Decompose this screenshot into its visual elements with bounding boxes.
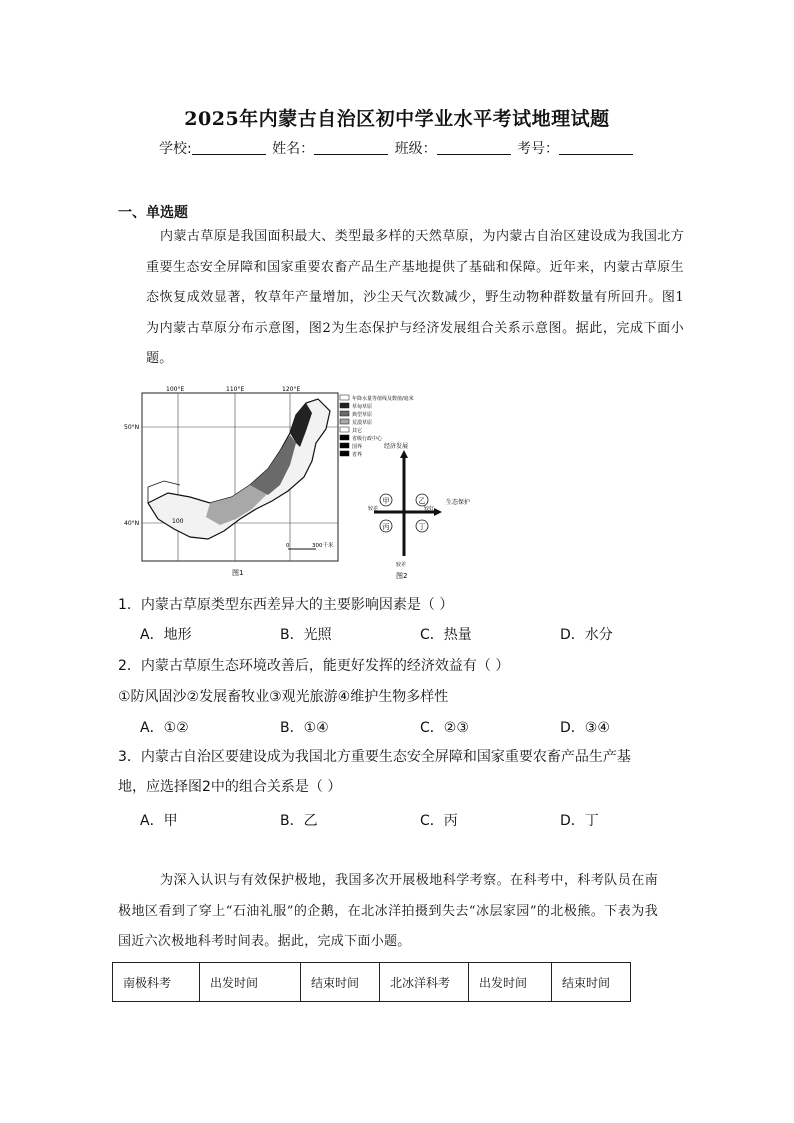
option-a[interactable]: A．①② bbox=[140, 720, 189, 736]
legend-swatch bbox=[340, 427, 349, 432]
option-c[interactable]: C．②③ bbox=[420, 720, 469, 736]
scale-start: 0 bbox=[286, 543, 290, 549]
legend-label: 国界 bbox=[352, 444, 363, 450]
quadrant-yi: 乙 bbox=[418, 497, 426, 505]
question-2-stem: 2．内蒙古草原生态环境改善后，能更好发挥的经济效益有（ ） bbox=[118, 658, 510, 674]
legend-swatch bbox=[340, 435, 349, 440]
name-blank[interactable] bbox=[314, 140, 388, 155]
figure-1-caption: 图1 bbox=[232, 569, 244, 577]
bottom-label: 较差 bbox=[396, 562, 407, 568]
school-label: 学校: bbox=[158, 141, 192, 157]
lat-label: 50°N bbox=[124, 424, 140, 431]
option-d[interactable]: D．水分 bbox=[560, 627, 613, 643]
legend-label: 荒漠草原 bbox=[352, 420, 373, 426]
option-a[interactable]: A．甲 bbox=[140, 813, 178, 829]
lon-label: 120°E bbox=[282, 386, 301, 393]
table-header-cell: 北冰洋科考 bbox=[380, 963, 469, 1002]
quadrant-bing: 丙 bbox=[382, 523, 390, 531]
table-header-cell: 结束时间 bbox=[301, 963, 380, 1002]
school-blank[interactable] bbox=[192, 140, 266, 155]
table-header-cell: 出发时间 bbox=[200, 963, 301, 1002]
right-label: 较好 bbox=[424, 506, 435, 512]
option-c[interactable]: C．丙 bbox=[420, 813, 458, 829]
question-2-options bbox=[140, 717, 700, 737]
passage-2: 为深入认识与有效保护极地，我国多次开展极地科学考察。在科考中，科考队员在南极地区看到了穿上“石油礼服”的企鹅，在北冰洋拍摄到失去“冰层家园”的北极熊。下表为我国近六次极地科考时间表。据此，完成下面小题。 bbox=[118, 873, 658, 949]
question-1-options bbox=[140, 624, 700, 644]
legend-label: 省级行政中心 bbox=[352, 436, 383, 442]
student-info-line bbox=[0, 138, 794, 158]
option-d[interactable]: D．③④ bbox=[560, 720, 610, 736]
table-header-row bbox=[113, 963, 631, 1002]
legend-label: 草甸草原 bbox=[352, 404, 373, 410]
question-1-stem: 1．内蒙古草原类型东西差异大的主要影响因素是（ ） bbox=[118, 597, 454, 613]
x-axis-label: 生态保护 bbox=[446, 499, 471, 506]
option-a[interactable]: A．地形 bbox=[140, 627, 192, 643]
legend-label: 省界 bbox=[352, 452, 363, 458]
legend-label: 其它 bbox=[352, 428, 363, 434]
question-3-options bbox=[140, 810, 700, 830]
lat-label: 40°N bbox=[124, 520, 140, 527]
expedition-table bbox=[112, 962, 631, 1002]
number-blank[interactable] bbox=[559, 140, 633, 155]
y-axis-label: 经济发展 bbox=[384, 443, 409, 450]
legend-swatch bbox=[340, 395, 349, 400]
contour-label: 100 bbox=[172, 518, 184, 525]
quadrant-ding: 丁 bbox=[418, 523, 426, 531]
legend-swatch bbox=[340, 419, 349, 424]
question-2-choices: ①防风固沙②发展畜牧业③观光旅游④维护生物多样性 bbox=[118, 689, 449, 705]
figure-2-quadrant-diagram bbox=[356, 440, 471, 580]
table-header-cell: 出发时间 bbox=[469, 963, 552, 1002]
quadrant-jia: 甲 bbox=[382, 497, 390, 505]
option-b[interactable]: B．光照 bbox=[280, 627, 332, 643]
table-header-cell: 结束时间 bbox=[552, 963, 631, 1002]
name-label: 姓名： bbox=[272, 141, 315, 157]
option-b[interactable]: B．①④ bbox=[280, 720, 329, 736]
class-blank[interactable] bbox=[437, 140, 511, 155]
table-header-cell: 南极科考 bbox=[113, 963, 200, 1002]
option-b[interactable]: B．乙 bbox=[280, 813, 318, 829]
number-label: 考号： bbox=[517, 141, 560, 157]
passage-1: 内蒙古草原是我国面积最大、类型最多样的天然草原，为内蒙古自治区建设成为我国北方重要生态安全屏障和国家重要农畜产品生产基地提供了基础和保障。近年来，内蒙古草原生态恢复成效显著，牧草年产量增加，沙尘天气次数减少，野生动物种群数量有所回升。图1为内蒙古草原分布示意图，图2为生态保护与经济发展组合关系示意图。据此，完成下面小题。 bbox=[146, 229, 684, 366]
class-label: 班级： bbox=[394, 141, 437, 157]
legend-swatch bbox=[340, 411, 349, 416]
lon-label: 100°E bbox=[166, 386, 185, 393]
lon-label: 110°E bbox=[226, 386, 245, 393]
section-heading: 一、单选题 bbox=[118, 205, 188, 221]
scale-end: 300千米 bbox=[312, 543, 334, 549]
option-c[interactable]: C．热量 bbox=[420, 627, 472, 643]
figure-2-caption: 图2 bbox=[396, 572, 408, 580]
legend-swatch bbox=[340, 403, 349, 408]
left-label: 较差 bbox=[368, 506, 379, 512]
option-d[interactable]: D．丁 bbox=[560, 813, 599, 829]
legend-swatch bbox=[340, 443, 349, 448]
page-title: 2025年内蒙古自治区初中学业水平考试地理试题 bbox=[184, 108, 610, 130]
legend-swatch bbox=[340, 451, 349, 456]
legend-label: 年降水量等值线及数值/毫米 bbox=[352, 396, 414, 402]
question-3-stem: 3．内蒙古自治区要建设成为我国北方重要生态安全屏障和国家重要农畜产品生产基地，应选择图2中的组合关系是（ ） bbox=[118, 749, 631, 795]
legend-label: 典型草原 bbox=[352, 412, 373, 418]
